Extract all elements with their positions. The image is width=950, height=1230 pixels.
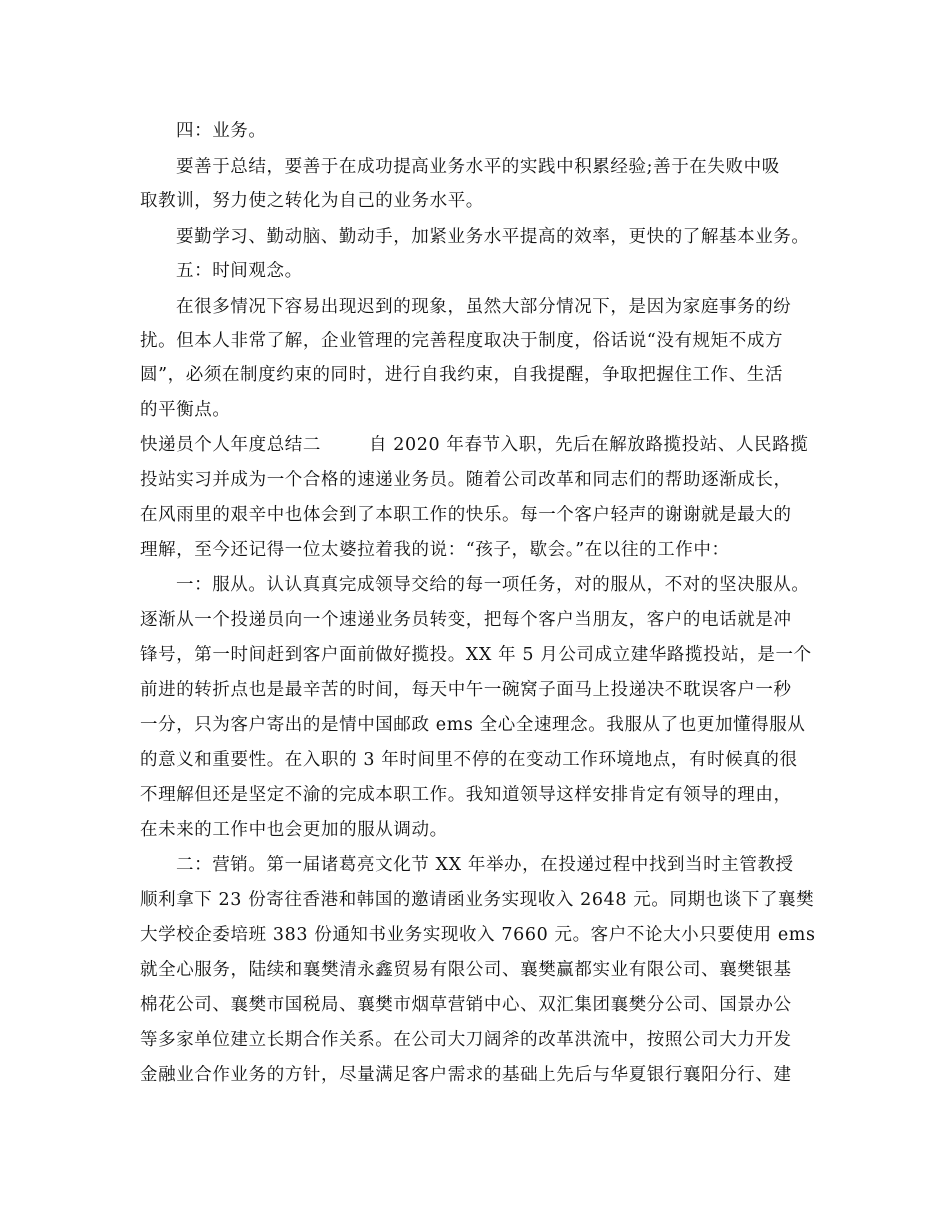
paragraph-line: 二：营销。第一届诸葛亮文化节 XX 年举办，在投递过程中找到当时主管教授 [176, 855, 794, 875]
paragraph-line: 锋号，第一时间赶到客户面前做好揽投。XX 年 5 月公司成立建华路揽投站，是一个 [140, 645, 812, 665]
paragraph-line: 在风雨里的艰辛中也体会到了本职工作的快乐。每一个客户轻声的谢谢就是最大的 [140, 505, 792, 525]
paragraph-line: 要勤学习、勤动脑、勤动手，加紧业务水平提高的效率，更快的了解基本业务。 [176, 227, 810, 247]
paragraph-line: 的意义和重要性。在入职的 3 年时间里不停的在变动工作环境地点，有时候真的很 [140, 750, 798, 770]
paragraph-line: 在未来的工作中也会更加的服从调动。 [140, 820, 448, 840]
paragraph-line: 一：服从。认认真真完成领导交给的每一项任务，对的服从，不对的坚决服从。 [176, 575, 810, 595]
paragraph-line: 要善于总结，要善于在成功提高业务水平的实践中积累经验;善于在失败中吸 [176, 157, 780, 177]
paragraph-line: 金融业合作业务的方针，尽量满足客户需求的基础上先后与华夏银行襄阳分行、建 [140, 1065, 792, 1085]
paragraph-line: 圆”，必须在制度约束的同时，进行自我约束，自我提醒，争取把握住工作、生活 [140, 365, 784, 385]
title-line [140, 433, 820, 457]
paragraph-line: 等多家单位建立长期合作关系。在公司大刀阔斧的改革洪流中，按照公司大力开发 [140, 1030, 792, 1050]
paragraph-line: 不理解但还是坚定不渝的完成本职工作。我知道领导这样安排肯定有领导的理由， [140, 785, 792, 805]
paragraph-line: 自 2020 年春节入职，先后在解放路揽投站、人民路揽 [369, 435, 809, 455]
paragraph-line: 投站实习并成为一个合格的速递业务员。随着公司改革和同志们的帮助逐渐成长， [140, 470, 792, 490]
document-title: 快递员个人年度总结二 [140, 435, 321, 455]
paragraph-line: 逐渐从一个投递员向一个速递业务员转变，把每个客户当朋友，客户的电话就是冲 [140, 610, 792, 630]
paragraph-line: 取教训，努力使之转化为自己的业务水平。 [140, 191, 484, 211]
paragraph-line: 就全心服务，陆续和襄樊清永鑫贸易有限公司、襄樊赢都实业有限公司、襄樊银基 [140, 960, 792, 980]
paragraph-line: 一分，只为客户寄出的是情中国邮政 ems 全心全速理念。我服从了也更加懂得服从 [140, 715, 806, 735]
paragraph-line: 在很多情况下容易出现迟到的现象，虽然大部分情况下，是因为家庭事务的纷 [176, 297, 792, 317]
paragraph-line: 前进的转折点也是最辛苦的时间，每天中午一碗窝子面马上投递决不耽误客户一秒 [140, 680, 792, 700]
paragraph-line: 大学校企委培班 383 份通知书业务实现收入 7660 元。客户不论大小只要使用 ems [140, 925, 816, 945]
paragraph-line: 理解，至今还记得一位太婆拉着我的说：“孩子，歇会。”在以往的工作中： [140, 540, 730, 560]
section-heading-time: 五：时间观念。 [176, 261, 303, 281]
paragraph-line: 棉花公司、襄樊市国税局、襄樊市烟草营销中心、双汇集团襄樊分公司、国景办公 [140, 995, 792, 1015]
paragraph-line: 的平衡点。 [140, 400, 231, 420]
paragraph-line: 扰。但本人非常了解，企业管理的完善程度取决于制度，俗话说“没有规矩不成方 [140, 331, 784, 351]
paragraph-line: 顺利拿下 23 份寄往香港和韩国的邀请函业务实现收入 2648 元。同期也谈下了襄樊 [140, 890, 815, 910]
section-heading-business: 四：业务。 [176, 121, 267, 141]
